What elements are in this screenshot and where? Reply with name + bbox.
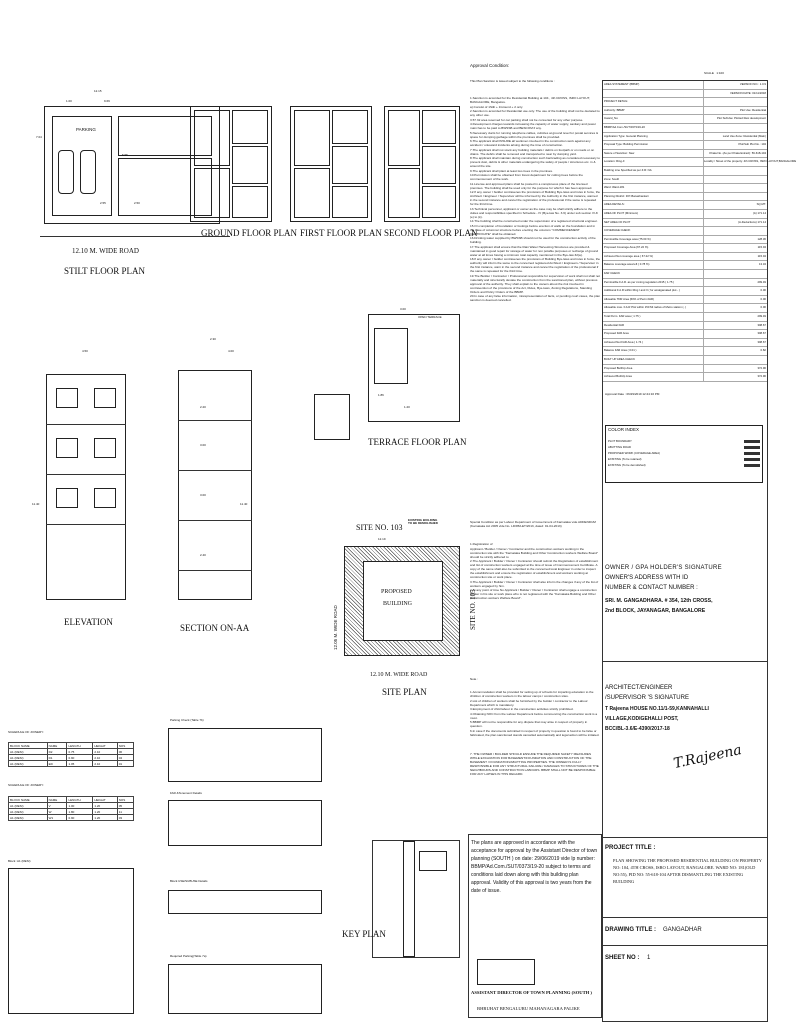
- building-label: BUILDING: [383, 601, 412, 607]
- elevation-title: ELEVATION: [64, 617, 113, 627]
- section-dim: 3.00: [200, 443, 206, 447]
- summary-row: [603, 81, 767, 90]
- section-drawing: [170, 330, 260, 600]
- architect-line-1: T Rajeena HOUSE NO.11/1-59,KANNAHALLI: [605, 706, 709, 712]
- labour-condition-item: 2.The Applicant / Builder / Owner / Contractor should submit the Registration of establishment and list of construction workers engaged at the time of issue of Commencement Certificate. A copy of the same shall also be submitted to the concerned local Engineer in order to inspect the establishment and ensure the registration of establishment and workers working at construction site or work place.: [470, 559, 599, 579]
- block-use-table: [168, 890, 322, 914]
- owner-title: OWNER / GPA HOLDER'S SIGNATURE: [605, 565, 722, 571]
- approval-header: Approval Condition:: [470, 63, 510, 68]
- terrace-dim: 3.00: [400, 307, 406, 311]
- table-cell: A1 (RESI): [9, 761, 48, 767]
- summary-cell: [704, 176, 767, 184]
- summary-row: [603, 98, 767, 107]
- summary-row: [603, 115, 767, 124]
- summary-row: [603, 322, 767, 331]
- summary-cell: AREA OF PLOT (Minimum): [603, 210, 704, 218]
- note-item: 3.Employment of child labour in the construction activities strictly prohibited.: [470, 707, 574, 711]
- summary-cell: [704, 98, 767, 106]
- summary-cell: [603, 90, 704, 98]
- site-width: 12.19: [378, 537, 386, 541]
- note-item: 1.Accommodation shall be provided for setting up of schools for imparting education to the children of construction workers in the labour camps / construction sites.: [470, 690, 594, 698]
- approval-condition-item: 1.Sanction is accorded for the Residential Building at 104 , 4th CROSS, ISRO LAYOUT, BANGALORE, Bangalore.: [470, 96, 590, 104]
- note-item: 5.BBMP will not be responsible for any dispute that may arise in respect of property in question.: [470, 720, 588, 728]
- summary-row: [603, 141, 767, 150]
- summary-row: [603, 107, 767, 116]
- approval-condition-item: 19.The Builder / Contractor / Professional responsible for supervision of work shall not shall not materially and structurally deviate the construction from the sanctioned plan, without previous approval of the authority. They shall explain to the owners about the risk involved in contravention of the provisions of the Act, Rules, Bye-laws, Zoning Regulations, Standing Orders and Policy Orders of the BBMP.: [470, 273, 601, 294]
- stilt-dim: 2.50: [134, 201, 140, 205]
- summary-cell: [704, 193, 767, 201]
- summary-row: [603, 356, 767, 365]
- summary-row: [603, 236, 767, 245]
- summary-cell: Permissible F.A.R. as per zoning regulation 2015 ( 1.75 ): [603, 279, 704, 287]
- table-cell: W: [47, 809, 67, 815]
- table-header: BLOCK NAME: [9, 797, 48, 803]
- elevation-drawing: [36, 344, 136, 600]
- summary-cell: Residential FAR: [603, 322, 704, 330]
- summary-row: [603, 227, 767, 236]
- summary-cell: (A-Deductions) 171.14: [738, 219, 766, 224]
- table-cell: 2.10: [93, 749, 117, 755]
- ground-floor-plan: [190, 106, 272, 222]
- summary-row: [603, 90, 767, 99]
- key-plan-title: KEY PLAN: [342, 929, 386, 939]
- summary-cell: NET AREA OF PLOT: [603, 219, 704, 227]
- approval-condition-item: 6.The applicant shall INSURE all workmen involved in the construction work against any accident / untoward incidents arising during the time of construction.: [470, 139, 591, 147]
- authority-name: BHRUHAT BENGALURU MAHANAGARA PALIKE: [477, 1006, 580, 1011]
- stilt-dim: 2.55: [100, 201, 106, 205]
- stilt-dim: 1.00: [66, 99, 72, 103]
- existing-building-label: EXISTING BUILDING TO BE DEMOLISHED: [408, 518, 438, 525]
- summary-cell: Balance FAR Area ( 0.01 ): [603, 347, 704, 355]
- first-floor-plan: [290, 106, 372, 222]
- table-cell: 1.20: [93, 809, 117, 815]
- table-cell: 1.00: [67, 803, 93, 809]
- architect-title-1: ARCHITECT/ENGINEER: [605, 685, 673, 691]
- summary-cell: 0.00: [760, 288, 766, 293]
- summary-cell: Proposed FAR Area: [603, 330, 704, 338]
- table-cell: 0.75: [67, 749, 93, 755]
- summary-row: [603, 219, 767, 228]
- approval-condition-item: 7.The applicant shall not stock any building materials / debris on footpath or on roads or on drains. The debris shall be removed and transported to near by dumping yard.: [470, 147, 595, 156]
- parking-check-table: [168, 728, 322, 782]
- summary-cell: AREA STATEMENT (BBMP): [603, 81, 704, 89]
- sheet-no-label: SHEET NO :: [605, 955, 640, 961]
- section-detail: [314, 394, 350, 440]
- summary-cell: Achieved Net coverage area ( 67.22 %): [603, 253, 704, 261]
- summary-cell: Allowable max. F.A.R Plot within 150 Mt radius of Metro station (- ): [603, 304, 704, 312]
- summary-row: [603, 330, 767, 339]
- summary-cell: 299.49: [757, 279, 766, 284]
- proposed-label: PROPOSED: [381, 589, 412, 595]
- summary-cell: VERSION DATE: 01/11/2018: [730, 90, 766, 95]
- color-index-item: EXISTING (To be demolished): [608, 462, 760, 468]
- summary-cell: FAR CHECK: [603, 270, 704, 278]
- table-cell: 1.80: [67, 809, 93, 815]
- schedule-windows-table: [8, 796, 134, 821]
- summary-cell: 308.67: [757, 322, 766, 327]
- summary-row: [603, 210, 767, 219]
- site-plan: [344, 546, 460, 656]
- summary-row: [603, 270, 767, 279]
- summary-cell: (A) 171.14: [752, 210, 766, 215]
- sheet-no-value: 1: [647, 955, 651, 961]
- color-index-item: PLOT BOUNDARY: [608, 438, 760, 444]
- approval-condition-item: 9.The applicant shall plant at least two trees in the premises.: [470, 168, 553, 173]
- table-cell: A1 (RESI): [9, 755, 48, 761]
- approval-box: [468, 834, 602, 1018]
- approval-condition-item: 16.Drinking water supplied by BWSSB should not be used for the construction activity of the building.: [470, 236, 596, 244]
- summary-cell: 299.49: [757, 314, 766, 319]
- summary-row: [603, 133, 767, 142]
- parking-car-1: [58, 150, 74, 194]
- stilt-floor-title: STILT FLOOR PLAN: [64, 266, 146, 276]
- block-a-title: Block :A1 (RESI): [8, 859, 31, 863]
- architect-line-2: VILLAGE,KODIGEHALLI POST,: [605, 716, 679, 722]
- approval-date: Approval Date : 06/29/2019 12:44:16 PM: [605, 392, 660, 396]
- summary-row: [603, 193, 767, 202]
- color-index-item: EXISTING (To be retained): [608, 456, 760, 462]
- architect-title-2: /SUPERVISOR 'S SIGNATURE: [605, 695, 689, 701]
- summary-cell: Zone: South: [603, 176, 704, 184]
- notes: [470, 690, 600, 746]
- stilt-dim: 9.69: [104, 99, 110, 103]
- special-conditions: Special Condition as per Labour Department of Government of Karnataka vide ADDENDUM (Karnataka Act 2005 vide No. LD/95/LET/2013, dated: 01-04-2013): [470, 520, 596, 528]
- summary-cell: Permissible Coverage area (75.00 %): [603, 236, 704, 244]
- summary-cell: Plot SubUse: Plotted Resi development: [717, 116, 766, 121]
- approval-condition-item: 3.57.32 area reserved for car parking shall not be converted for any other purpose.: [470, 117, 584, 122]
- area-summary-table: [603, 81, 796, 382]
- summary-cell: [704, 227, 767, 235]
- summary-row: [603, 167, 767, 176]
- approval-signer: ASSISTANT DIRECTOR OF TOWN PLANNING (SOUTH ): [471, 990, 592, 995]
- table-cell: 1.20: [93, 803, 117, 809]
- table-cell: 05: [117, 803, 133, 809]
- summary-cell: Additional F.A.R within Ring I and II ( for amalgamated plot - ): [603, 287, 704, 295]
- schedule-joinery-table: [8, 742, 134, 767]
- summary-cell: Building Line Specified as per Z.R: NA: [603, 167, 704, 175]
- summary-row: [603, 150, 767, 159]
- approval-condition-item: 18.If any owner / builder contravenes the provisions of Building Bye-laws and rules in force, the authority will inform the same to the concerned registered Architect / Engineers / Supervisor in the first instance, warn in the second instance and cancel the registration of the professional if the same is repeated for the third time.: [470, 257, 601, 273]
- site-no-right: SITE NO. 105: [469, 589, 477, 630]
- table-cell: 1.20: [93, 815, 117, 821]
- terrace-label: OPEN TERRACE: [418, 315, 442, 319]
- approval-condition-item: 14.The building shall be constructed under the supervision of a registered structural engineer.: [470, 219, 598, 223]
- parking-car-2: [80, 150, 96, 194]
- summary-row: [603, 261, 767, 270]
- approval-condition-item: 10.Permission shall be obtained from forest department for cutting trees before the commencement of the work.: [470, 173, 583, 181]
- table-cell: 1.05: [67, 761, 93, 767]
- site-road-left: 12.05 M. WIDE ROAD: [333, 605, 338, 650]
- summary-cell: BUILT UP AREA CHECK: [603, 356, 704, 364]
- approval-condition-item: 8.The applicant shall maintain during construction such barricading as considered necessary to prevent dust, debris & other materials endangering the safety of people / structures etc. in & around the site.: [470, 156, 601, 168]
- summary-cell: PROJECT DETAIL:: [603, 98, 704, 106]
- summary-cell: Ward: Ward-181: [603, 184, 704, 192]
- summary-row: [603, 347, 767, 356]
- summary-cell: Allowable TDR Area (60% of Perm.FAR): [603, 296, 704, 304]
- block-use-title: Block USE/SUBUSE Details: [170, 879, 208, 883]
- approval-condition-item: 11.License and approved plans shall be posted in a conspicuous place of the licensed premises. The building shall be used only for the purpose for which it has been approved.: [470, 181, 593, 190]
- summary-cell: 128.36: [757, 236, 766, 241]
- table-cell: A1 (RESI): [9, 809, 48, 815]
- terrace-floor-plan: [368, 314, 460, 422]
- note-item: 2.List of children of workers shall be furnished by the builder / contractor to the Labour Department which is mandatory.: [470, 698, 588, 707]
- summary-cell: Proposed BuiltUp Area: [603, 365, 704, 373]
- table-cell: D1: [47, 755, 67, 761]
- summary-cell: 115.04: [757, 253, 766, 258]
- section-dim: 2.40: [200, 553, 206, 557]
- stamp: [477, 959, 535, 985]
- table-cell: 2.10: [93, 761, 117, 767]
- owner-address-2: 2nd BLOCK, JAYANAGAR, BANGALORE: [605, 608, 706, 614]
- summary-cell: 372.96: [757, 374, 766, 379]
- owner-address-1: SRI. M. GANGADHARA. # 354, 12th CROSS,: [605, 598, 713, 604]
- approval-condition-item: a).Consist of 1Stilt + 1Ground + 2 only.: [470, 104, 524, 109]
- color-swatch: [744, 440, 760, 443]
- summary-cell: 372.96: [757, 365, 766, 370]
- summary-cell: [704, 124, 767, 132]
- site-road-bottom: 12.10 M. WIDE ROAD: [370, 672, 428, 678]
- summary-cell: 13.32: [759, 262, 766, 267]
- color-swatch: [744, 452, 760, 455]
- summary-cell: Planning District: 307-Banashankari: [603, 193, 704, 201]
- summary-cell: Achieved BuiltUp Area: [603, 373, 704, 381]
- summary-cell: Land Use Zone: Residential (Main): [722, 133, 766, 138]
- approval-condition-item: 12.If any owner / builder contravenes the provisions of Building Bye-laws and rules in force, the Architect / Engineer / Supervisor will be informed by the Authority in the first instance, warned in the second instance and cancel the registration of the professional if the same is repeated for the third time.: [470, 190, 601, 206]
- summary-cell: [704, 356, 767, 364]
- drawing-title-label: DRAWING TITLE :: [605, 927, 656, 933]
- table-row: [9, 761, 134, 767]
- site-no-label: SITE NO. 103: [356, 523, 403, 532]
- table-cell: A1 (RESI): [9, 815, 48, 821]
- table-header: HEIGHT: [93, 743, 117, 749]
- summary-cell: 308.67: [757, 331, 766, 336]
- table-cell: 0.90: [67, 815, 93, 821]
- summary-cell: Application Type: General Planning: [603, 133, 704, 141]
- summary-cell: BBMP/Ad.Com./SUT/0373/19-20: [603, 124, 704, 132]
- table-header: HEIGHT: [93, 797, 117, 803]
- color-index: [605, 425, 763, 483]
- summary-cell: Locality / Street of the property: 4th CROSS, ISRO LAYOUT,BANGALORE: [704, 159, 796, 164]
- owner-line2: OWNER'S ADDRESS WITH ID: [605, 575, 689, 581]
- approval-conditions: [470, 96, 600, 516]
- color-swatch: [744, 464, 760, 467]
- approval-condition-item: 15.On completion of foundation or footings before erection of walls on the foundation and in the case of columnar structure before erecting the columns "COMMENCEMENT CERTIFICATE" shall be obtained.: [470, 223, 596, 236]
- table-header: LENGTH: [67, 797, 93, 803]
- ground-floor-title: GROUND FLOOR PLAN: [201, 228, 298, 238]
- summary-cell: Achieved Net FAR Area ( 1.74 ): [603, 339, 704, 347]
- table-cell: A1 (RESI): [9, 749, 48, 755]
- summary-cell: VERSION NO.: 1.0.9: [739, 82, 766, 86]
- summary-cell: Authority: BBMP: [603, 107, 704, 115]
- summary-cell: Inward_No:: [603, 115, 704, 123]
- summary-cell: Balance coverage area left ( 0.78 %): [603, 261, 704, 269]
- owner-line3: NUMBER & CONTACT NUMBER :: [605, 585, 698, 591]
- summary-cell: Nature of Sanction: New: [603, 150, 704, 158]
- table-row: [9, 815, 134, 821]
- table-header: NAME: [47, 743, 67, 749]
- stilt-dim: 5.55: [122, 153, 128, 157]
- stilt-road-label: 12.10 M. WIDE ROAD: [72, 247, 139, 255]
- summary-row: [603, 365, 767, 374]
- summary-cell: 0.00: [760, 305, 766, 310]
- table-cell: 2.10: [93, 755, 117, 761]
- section-dim: 2.30: [210, 337, 216, 341]
- schedule-windows-title: SCHEDULE OF JOINERY:: [8, 783, 44, 787]
- approval-condition-item: 13.Technical personnel, applicant or owner as the case may be shall strictly adhere to the duties and responsibilities specified in Schedule - IV (Bye-law No. 3.6) under sub section IV-8 (e) to (k).: [470, 206, 598, 219]
- note-item: 6.In case if the documents submitted in respect of property in question is found to be false or fabricated, the plan sanctioned stands cancelled automatically and legal action will be initiated.: [470, 728, 600, 737]
- note-item: 4.Obtaining NOC from the Labour Department before commencing the construction work is a must.: [470, 711, 598, 720]
- elevation-dim: 4.50: [82, 349, 88, 353]
- table-cell: 0.90: [67, 755, 93, 761]
- drawing-title-value: GANGADHAR: [663, 927, 702, 933]
- color-index-header: COLOR INDEX: [608, 427, 640, 432]
- color-index-item: PROPOSED WORK (COVERAGE AREA): [608, 450, 760, 456]
- summary-row: [603, 176, 767, 185]
- summary-cell: Plot Use: Residential: [740, 107, 766, 112]
- required-parking-title: Required Parking(Table 7a): [170, 954, 207, 958]
- table-cell: W1: [47, 815, 67, 821]
- section-dim: 2.20: [200, 405, 206, 409]
- approval-condition-item: 17.The applicant shall ensure that the Rain Water Harvesting Structures are provided & maintained in good repair for storage of water for non potable purposes or recharge of ground water at all times having a minimum total capacity mentioned in the Bye-law 32(a).: [470, 244, 599, 257]
- summary-row: [603, 124, 767, 133]
- table-header: NOS: [117, 743, 133, 749]
- summary-row: [603, 304, 767, 313]
- table-cell: D2: [47, 749, 67, 755]
- note-header: Note :: [470, 677, 479, 681]
- far-details-table: [168, 800, 322, 846]
- table-cell: ED: [47, 761, 67, 767]
- block-a-table: [8, 868, 134, 1014]
- summary-cell: Plot/Sub Plot No.: 104: [738, 142, 766, 147]
- labour-conditions: [470, 542, 600, 672]
- summary-row: [603, 244, 767, 253]
- summary-row: [603, 339, 767, 348]
- summary-cell: [704, 167, 767, 175]
- summary-row: [603, 253, 767, 262]
- stilt-dim: 7.04: [36, 135, 42, 139]
- summary-cell: Proposal Type: Building Permission: [603, 141, 704, 149]
- project-title-text: PLAN SHOWING THE PROPOSED RESIDENTIAL BUILDING ON PROPERTY NO: 104, 4TH CROSS, ISRO LAYOUT, BANGALORE. WARD NO: 181(OLD NO:55), PID NO: 55-618-104 AFTER DISMANTLING THE EXISTING BUILDING: [613, 858, 762, 884]
- table-cell: 03: [117, 815, 133, 821]
- owner-note: 7. THE OWNER / BUILDER SHOULD ENSURE THE REQUIRED SAFETY MEASURES WHILE EXCAVATION FOR BASEMENT/FOUNDATION AND CONSTRUCTION OF THE BASEMENT / FOUNDATION/ABUTTING PROPERTIES. THE OWNER IS FULLY RESPONSIBLE FOR ANY STRUCTURAL FAILURE / DAMAGES TO STRUCTURES OF THE NEIGHBOURS AND CONSTRUCTION LABOURS. BBMP SHALL NOT BE RESPONSIBLE FOR ANY LAPSES IN THIS REGARD.: [470, 752, 599, 776]
- summary-cell: 0.00: [760, 296, 766, 301]
- right-column: [602, 80, 796, 1022]
- required-parking-table: [168, 964, 322, 1014]
- approval-intro: This Plan Sanction is issued subject to the following conditions :: [470, 79, 555, 83]
- site-plan-title: SITE PLAN: [382, 687, 427, 697]
- labour-condition-item: 1.Registration of: [470, 542, 493, 546]
- parking-check-title: Parking Check (Table 7b): [170, 718, 204, 722]
- architect-signature: T.Rajeena: [672, 741, 744, 773]
- summary-row: [603, 373, 767, 382]
- approval-condition-item: 4.Development charges towards increasing the capacity of water supply, sanitary and power main has to be paid to BWSSB and BESCOM if any.: [470, 122, 596, 130]
- summary-row: [603, 279, 767, 288]
- far-details-title: FAR &Tenement Details: [170, 791, 202, 795]
- summary-row: [603, 158, 796, 167]
- approval-condition-item: 20.In case of any false information, misrepresentation of facts, or pending court cases, the plan sanction is deemed cancelled.: [470, 294, 601, 302]
- labour-condition-item: 4.At any point of time No Applicant / Builder / Owner / Contractor shall engage a construction worker in his site or work place who is not registered with the "Karnataka Building and Other Construction workers Welfare Board".: [470, 588, 597, 600]
- summary-cell: SQ.MT.: [756, 202, 766, 207]
- summary-cell: [704, 184, 767, 192]
- section-title: SECTION ON-AA: [180, 623, 250, 633]
- summary-cell: [704, 270, 767, 278]
- project-title-label: PROJECT TITLE :: [605, 845, 656, 851]
- elevation-height: 11.40: [32, 502, 40, 506]
- summary-row: [603, 287, 767, 296]
- summary-cell: Location: Ring-II: [603, 158, 704, 166]
- stilt-width: 12.15: [94, 89, 102, 93]
- table-header: NOS: [117, 797, 133, 803]
- table-cell: 06: [117, 749, 133, 755]
- approval-condition-item: 5.Necessary ducts for running telephone cables, cubicles at ground level for postal services & space for dumping garbage within the premises shall be provided.: [470, 130, 599, 139]
- table-header: BLOCK NAME: [9, 743, 48, 749]
- summary-row: [603, 313, 767, 322]
- summary-row: [603, 296, 767, 305]
- summary-cell: AREA DETAILS:: [603, 201, 704, 209]
- color-swatch: [744, 446, 760, 449]
- summary-cell: 115.04: [757, 245, 766, 250]
- section-dim: 4.00: [228, 349, 234, 353]
- labour-condition-item: 3.The Applicant / Builder / Owner / Contractor shall also inform the changes if any of the list of workers engaged by him.: [470, 579, 599, 588]
- architect-line-3: BCC/BL-3.6/E-4390/2017-18: [605, 726, 670, 732]
- terrace-dim: 1.20: [404, 405, 410, 409]
- summary-row: [603, 184, 767, 193]
- summary-cell: Total Perm. FAR area ( 1.75 ): [603, 313, 704, 321]
- scale-label: SCALE 1:100: [704, 71, 724, 75]
- first-floor-title: FIRST FLOOR PLAN: [300, 228, 382, 238]
- summary-cell: 308.67: [757, 339, 766, 344]
- second-floor-plan: [384, 106, 460, 222]
- summary-cell: COVERAGE CHECK: [603, 227, 704, 235]
- section-dim: 3.00: [200, 493, 206, 497]
- table-cell: 11: [117, 809, 133, 815]
- table-cell: A1 (RESI): [9, 803, 48, 809]
- table-cell: 01: [117, 761, 133, 767]
- approval-text: The plans are approved in accordance with the acceptance for approval by the Assistant Director of town planning (SOUTH ) on date: 29/06/2019 vide lp number: BBMP/Ad.Com./SUT/0373/19-20 subject to terms and conditions laid down along with this building plan approval. Validity of this approval is two years from the date of issue.: [471, 840, 598, 894]
- table-cell: 04: [117, 755, 133, 761]
- schedule-joinery-title: SCHEDULE OF JOINERY:: [8, 730, 44, 734]
- table-cell: V: [47, 803, 67, 809]
- table-header: NAME: [47, 797, 67, 803]
- table-header: LENGTH: [67, 743, 93, 749]
- color-index-item: ABUTTING ROAD: [608, 444, 760, 450]
- key-plan: [372, 840, 460, 958]
- summary-cell: Proposed Coverage Area (67.22 %): [603, 244, 704, 252]
- terrace-floor-title: TERRACE FLOOR PLAN: [368, 437, 467, 447]
- approval-condition-item: 2.Sanction is accorded for Residential use only. The use of the building shall not be deviated to any other use.: [470, 109, 600, 117]
- labour-condition-item: Applicant / Builder / Owner / Contractor and the construction workers working in the construction site with the "Karnataka Building and Other Construction workers Welfare Board" should be strictly adhered to: [470, 546, 599, 559]
- parking-label: PARKING: [76, 127, 96, 132]
- summary-cell: 0.82: [760, 348, 766, 353]
- terrace-dim: 1.86: [378, 393, 384, 397]
- second-floor-title: SECOND FLOOR PLAN: [384, 228, 478, 238]
- color-swatch: [744, 458, 760, 461]
- section-height: 11.40: [240, 502, 248, 506]
- summary-cell: Khata No. (As per Khata Extract): 56-618-104: [709, 150, 766, 155]
- summary-row: [603, 201, 767, 210]
